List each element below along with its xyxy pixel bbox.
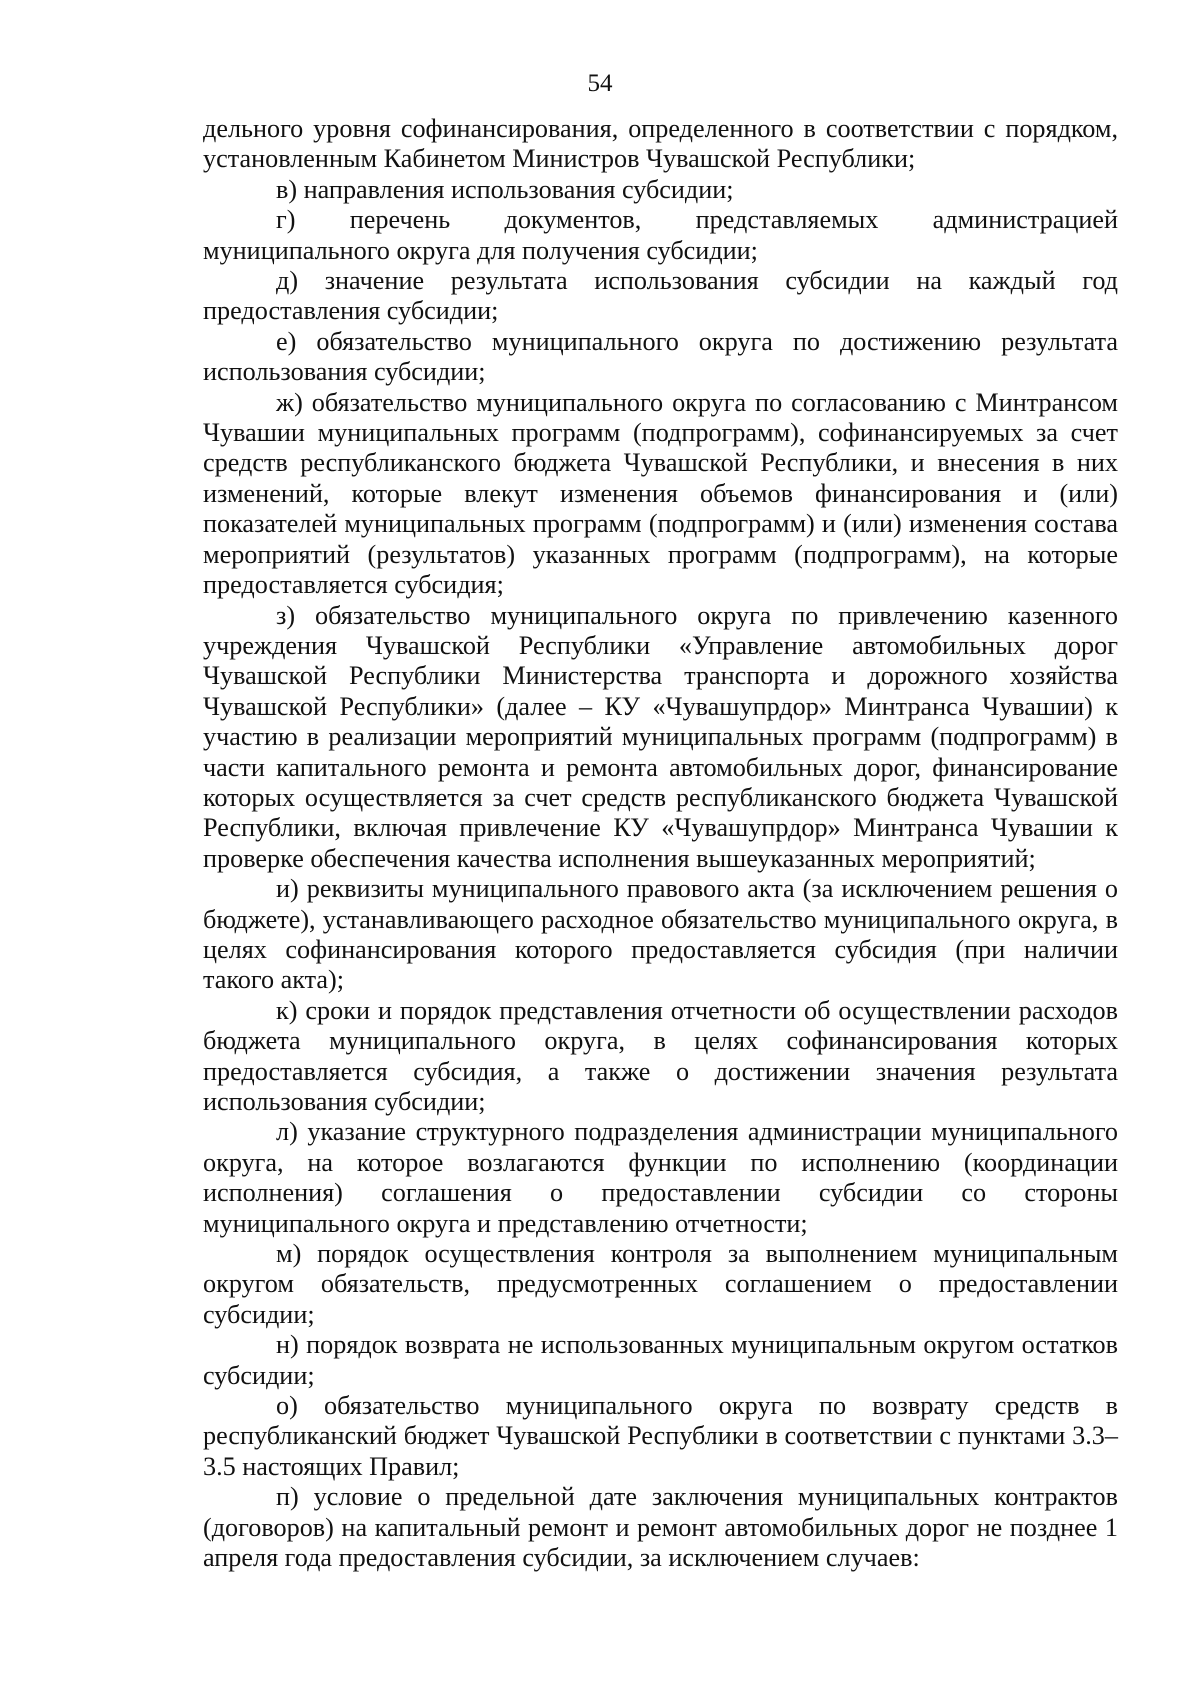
paragraph-item-d: д) значение результата использования субсидии на каждый год предоставления субсидии; (203, 266, 1118, 326)
paragraph-item-k: к) сроки и порядок представления отчетности об осуществлении расходов бюджета муниципального округа, в целях софинансирования которых предоставляется субсидия, а также о достижении значения результата использования субсидии; (203, 995, 1118, 1116)
paragraph-item-g: г) перечень документов, представляемых администрацией муниципального округа для получения субсидии; (203, 205, 1118, 265)
paragraph-item-e: е) обязательство муниципального округа по достижению результата использования субсидии; (203, 326, 1118, 387)
paragraph-item-l: л) указание структурного подразделения администрации муниципального округа, на которое возлагаются функции по исполнению (координации исполнения) соглашения о предоставлении субсидии со стороны муниципального округа и представлению отчетности; (203, 1117, 1118, 1238)
paragraph-item-m: м) порядок осуществления контроля за выполнением муниципальным округом обязательств, предусмотренных соглашением о предоставлении субсидии; (203, 1239, 1118, 1329)
page-number: 54 (587, 70, 613, 97)
paragraph-item-z: з) обязательство муниципального округа по привлечению казенного учреждения Чувашской Республики «Управление автомобильных дорог Чувашской Республики Министерства транспорта и дорожного хозяйства Чувашской Республики» (далее – КУ «Чувашупрдор» Минтранса Чувашии) к участию в реализации мероприятий муниципальных программ (подпрограмм) в части капитального ремонта и ремонта автомобильных дорог, финансирование которых осуществляется за счет средств республиканского бюджета Чувашской Республики, включая привлечение КУ «Чувашупрдор» Минтранса Чувашии к проверке обеспечения качества исполнения вышеуказанных мероприятий; (203, 600, 1118, 873)
paragraph-item-o: о) обязательство муниципального округа по возврату средств в республиканский бюджет Чувашской Республики в соответствии с пунктами 3.3–3.5 настоящих Правил; (203, 1391, 1118, 1481)
paragraph-item-n: н) порядок возврата не использованных муниципальным округом остатков субсидии; (203, 1330, 1118, 1390)
paragraph-item-i: и) реквизиты муниципального правового акта (за исключением решения о бюджете), устанавливающего расходное обязательство муниципального округа, в целях софинансирования которого предоставляется субсидия (при наличии такого акта); (203, 874, 1118, 995)
paragraph-item-v: в) направления использования субсидии; (276, 174, 734, 204)
document-body (203, 114, 1118, 1574)
paragraph-item-zh: ж) обязательство муниципального округа по согласованию с Минтрансом Чувашии муниципальных программ (подпрограмм), софинансируемых за счет средств республиканского бюджета Чувашской Республики, и внесения в них изменений, которые влекут изменения объемов финансирования и (или) показателей муниципальных программ (подпрограмм) и (или) изменения состава мероприятий (результатов) указанных программ (подпрограмм), на которые предоставляется субсидия; (203, 387, 1118, 600)
paragraph-continuation: дельного уровня софинансирования, определенного в соответствии с порядком, установленным Кабинетом Министров Чувашской Республики; (203, 114, 1118, 174)
paragraph-item-p: п) условие о предельной дате заключения муниципальных контрактов (договоров) на капитальный ремонт и ремонт автомобильных дорог не позднее 1 апреля года предоставления субсидии, за исключением случаев: (203, 1482, 1118, 1573)
